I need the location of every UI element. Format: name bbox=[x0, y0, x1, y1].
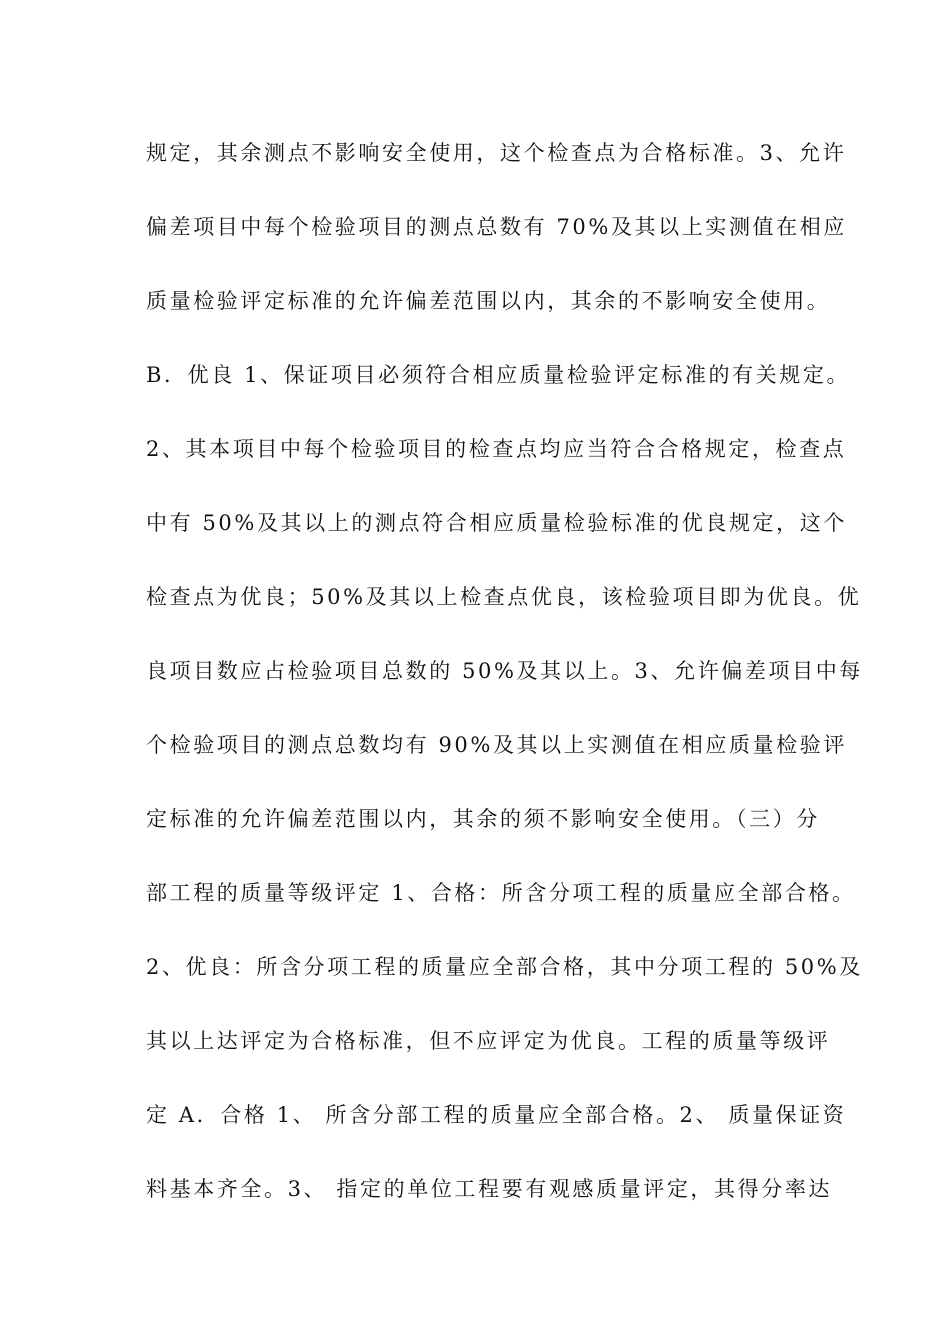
text-line: 其以上达评定为合格标准，但不应评定为优良。工程的质量等级评 bbox=[146, 1029, 831, 1053]
text-line: 质量检验评定标准的允许偏差范围以内，其余的不影响安全使用。 bbox=[146, 289, 831, 313]
text-line: 2、优良：所含分项工程的质量应全部合格，其中分项工程的 50%及 bbox=[146, 955, 863, 979]
text-line: 个检验项目的测点总数均有 90%及其以上实测值在相应质量检验评 bbox=[146, 733, 847, 757]
text-line: 2、其本项目中每个检验项目的检查点均应当符合合格规定，检查点 bbox=[146, 437, 847, 461]
text-line: 部工程的质量等级评定 1、合格：所含分项工程的质量应全部合格。 bbox=[146, 881, 856, 905]
text-line: 定标准的允许偏差范围以内，其余的须不影响安全使用。（三）分 bbox=[146, 807, 820, 831]
text-line: 规定，其余测点不影响安全使用，这个检查点为合格标准。3、允许 bbox=[146, 141, 847, 165]
document-body bbox=[146, 131, 863, 1241]
text-line: 料基本齐全。3、 指定的单位工程要有观感质量评定，其得分率达 bbox=[146, 1177, 833, 1201]
text-line: 检查点为优良；50%及其以上检查点优良，该检验项目即为优良。优 bbox=[146, 585, 862, 609]
text-line: 良项目数应占检验项目总数的 50%及其以上。3、允许偏差项目中每 bbox=[146, 659, 863, 683]
text-line: 定 A．合格 1、 所含分部工程的质量应全部合格。2、 质量保证资 bbox=[146, 1103, 847, 1127]
text-line: 中有 50%及其以上的测点符合相应质量检验标准的优良规定，这个 bbox=[146, 511, 847, 535]
text-line: B．优良 1、保证项目必须符合相应质量检验评定标准的有关规定。 bbox=[146, 363, 851, 387]
text-line: 偏差项目中每个检验项目的测点总数有 70%及其以上实测值在相应 bbox=[146, 215, 847, 239]
